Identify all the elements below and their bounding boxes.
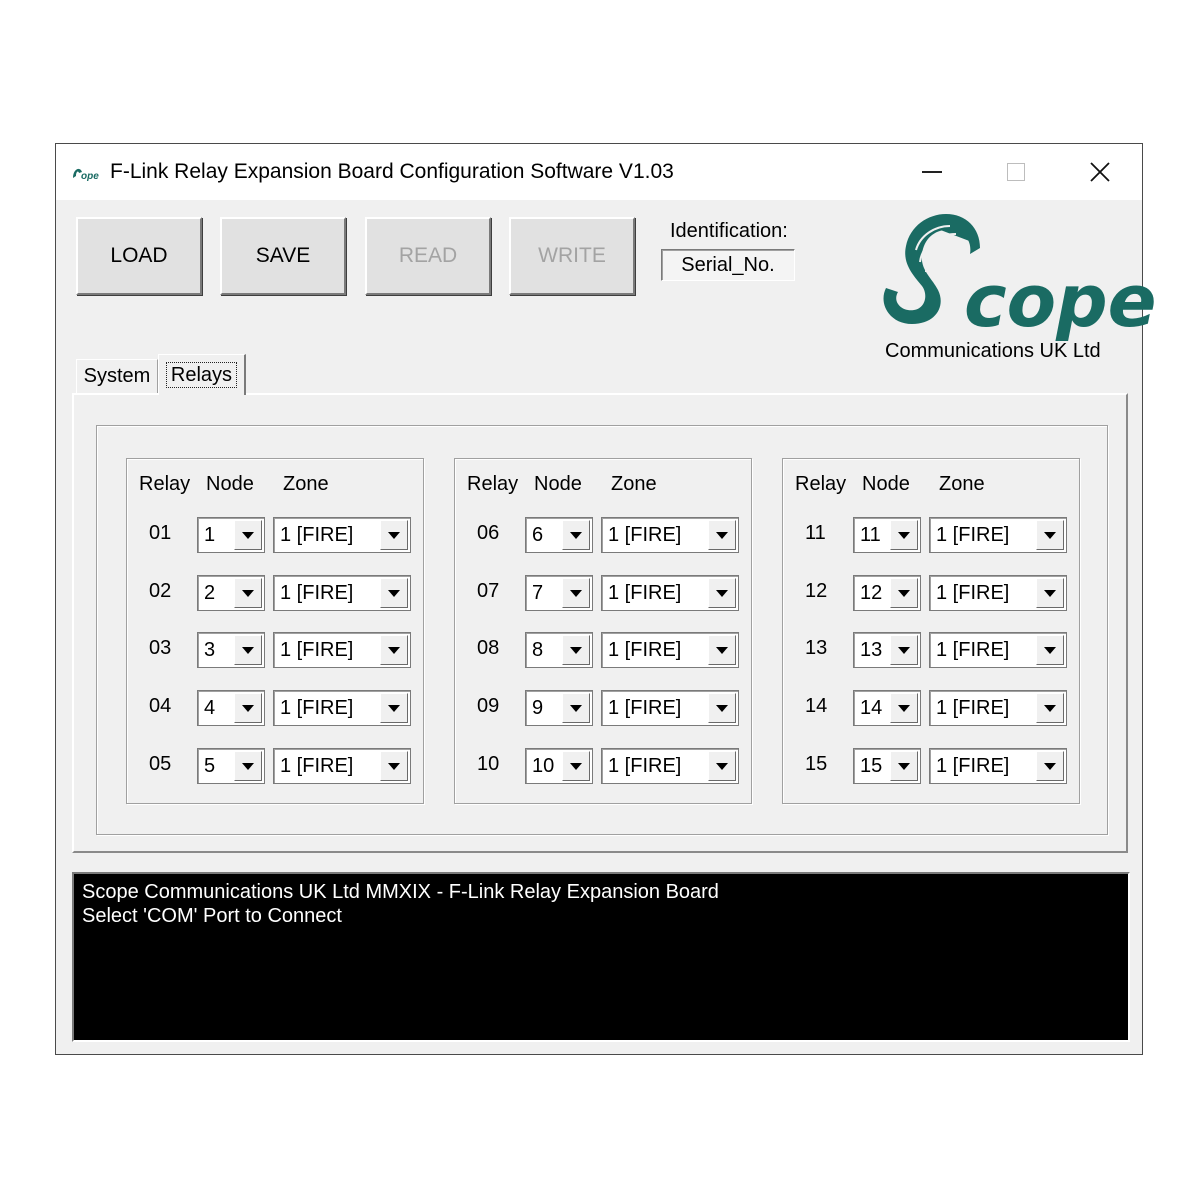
dropdown-arrow-button[interactable] xyxy=(890,693,918,723)
relay-row xyxy=(127,690,423,726)
zone-select[interactable] xyxy=(273,748,411,784)
zone-select-value: 1 [FIRE] xyxy=(280,697,354,719)
relay-number: 12 xyxy=(805,580,828,602)
app-window xyxy=(55,143,1157,1055)
node-select-value: 4 xyxy=(204,697,216,719)
relay-row xyxy=(783,690,1079,726)
relay-row xyxy=(455,632,751,668)
relays-tab-panel xyxy=(72,393,1128,853)
chevron-down-icon xyxy=(388,763,400,770)
dropdown-arrow-button[interactable] xyxy=(234,520,262,550)
zone-select[interactable] xyxy=(273,517,411,553)
tab-relays[interactable] xyxy=(158,354,246,395)
node-select[interactable] xyxy=(525,690,593,726)
dropdown-arrow-button[interactable] xyxy=(380,693,408,723)
dropdown-arrow-button[interactable] xyxy=(890,578,918,608)
chevron-down-icon xyxy=(388,705,400,712)
dropdown-arrow-button[interactable] xyxy=(708,578,736,608)
zone-select[interactable] xyxy=(273,575,411,611)
dropdown-arrow-button[interactable] xyxy=(1036,693,1064,723)
chevron-down-icon xyxy=(388,647,400,654)
chevron-down-icon xyxy=(716,705,728,712)
chevron-down-icon xyxy=(898,763,910,770)
tab-system[interactable]: System xyxy=(76,359,158,393)
relay-row xyxy=(783,748,1079,784)
zone-select-value: 1 [FIRE] xyxy=(936,582,1010,604)
chevron-down-icon xyxy=(898,647,910,654)
svg-text:ope: ope xyxy=(81,171,99,182)
node-select-value: 15 xyxy=(860,755,883,777)
node-select-value: 10 xyxy=(532,755,555,777)
console-line: Scope Communications UK Ltd MMXIX - F-Link Relay Expansion Board xyxy=(82,881,719,903)
maximize-icon xyxy=(1007,163,1025,181)
read-button: READ xyxy=(365,217,491,295)
relay-number: 01 xyxy=(149,522,172,544)
dropdown-arrow-button[interactable] xyxy=(1036,520,1064,550)
close-button[interactable] xyxy=(1058,144,1142,200)
zone-select-value: 1 [FIRE] xyxy=(936,524,1010,546)
zone-select-value: 1 [FIRE] xyxy=(608,755,682,777)
dropdown-arrow-button[interactable] xyxy=(380,751,408,781)
chevron-down-icon xyxy=(570,705,582,712)
relay-number: 09 xyxy=(477,695,500,717)
node-select[interactable] xyxy=(197,748,265,784)
relay-number: 10 xyxy=(477,753,500,775)
identification-field[interactable]: Serial_No. xyxy=(661,249,795,281)
relay-number: 02 xyxy=(149,580,172,602)
zone-select[interactable] xyxy=(601,575,739,611)
node-select-value: 12 xyxy=(860,582,883,604)
chevron-down-icon xyxy=(716,532,728,539)
column-header-node: Node xyxy=(206,473,254,495)
relay-number: 14 xyxy=(805,695,828,717)
relay-number: 15 xyxy=(805,753,828,775)
chevron-down-icon xyxy=(898,705,910,712)
dropdown-arrow-button[interactable] xyxy=(890,635,918,665)
zone-select[interactable] xyxy=(273,632,411,668)
chevron-down-icon xyxy=(716,647,728,654)
relay-number: 05 xyxy=(149,753,172,775)
relay-column xyxy=(126,458,424,804)
column-header-zone: Zone xyxy=(611,473,657,495)
zone-select-value: 1 [FIRE] xyxy=(608,524,682,546)
column-header-relay: Relay xyxy=(795,473,847,495)
relay-number: 04 xyxy=(149,695,172,717)
node-select[interactable] xyxy=(853,748,921,784)
column-header-zone: Zone xyxy=(939,473,985,495)
node-select-value: 9 xyxy=(532,697,544,719)
relay-number: 06 xyxy=(477,522,500,544)
node-select[interactable] xyxy=(853,517,921,553)
relay-row xyxy=(455,748,751,784)
relay-row xyxy=(455,575,751,611)
dropdown-arrow-button[interactable] xyxy=(1036,578,1064,608)
relay-number: 07 xyxy=(477,580,500,602)
zone-select-value: 1 [FIRE] xyxy=(280,524,354,546)
node-select-value: 7 xyxy=(532,582,544,604)
svg-text:cope: cope xyxy=(964,259,1157,343)
zone-select[interactable] xyxy=(929,632,1067,668)
chevron-down-icon xyxy=(388,590,400,597)
zone-select-value: 1 [FIRE] xyxy=(280,582,354,604)
chevron-down-icon xyxy=(242,532,254,539)
node-select[interactable] xyxy=(525,517,593,553)
zone-select[interactable] xyxy=(929,690,1067,726)
dropdown-arrow-button[interactable] xyxy=(234,751,262,781)
scope-logo-icon xyxy=(70,163,104,183)
scope-logo xyxy=(876,206,1157,343)
node-select[interactable] xyxy=(853,632,921,668)
relay-row xyxy=(455,690,751,726)
minimize-button[interactable] xyxy=(890,144,974,200)
relay-column xyxy=(454,458,752,804)
dropdown-arrow-button[interactable] xyxy=(380,635,408,665)
relay-row xyxy=(783,575,1079,611)
dropdown-arrow-button[interactable] xyxy=(562,578,590,608)
zone-select[interactable] xyxy=(929,517,1067,553)
chevron-down-icon xyxy=(242,590,254,597)
zone-select[interactable] xyxy=(929,748,1067,784)
dropdown-arrow-button[interactable] xyxy=(708,751,736,781)
dropdown-arrow-button[interactable] xyxy=(708,635,736,665)
chevron-down-icon xyxy=(898,532,910,539)
zone-select[interactable] xyxy=(601,748,739,784)
dropdown-arrow-button[interactable] xyxy=(562,693,590,723)
zone-select-value: 1 [FIRE] xyxy=(936,755,1010,777)
node-select[interactable] xyxy=(197,575,265,611)
dropdown-arrow-button[interactable] xyxy=(890,520,918,550)
node-select-value: 6 xyxy=(532,524,544,546)
relay-row xyxy=(455,517,751,553)
zone-select-value: 1 [FIRE] xyxy=(280,755,354,777)
dropdown-arrow-button[interactable] xyxy=(234,635,262,665)
dropdown-arrow-button[interactable] xyxy=(562,751,590,781)
dropdown-arrow-button[interactable] xyxy=(380,578,408,608)
console-line: Select 'COM' Port to Connect xyxy=(82,905,342,927)
node-select-value: 14 xyxy=(860,697,883,719)
dropdown-arrow-button[interactable] xyxy=(1036,751,1064,781)
node-select[interactable] xyxy=(197,517,265,553)
chevron-down-icon xyxy=(1044,763,1056,770)
dropdown-arrow-button[interactable] xyxy=(708,520,736,550)
minimize-icon xyxy=(922,171,942,173)
zone-select-value: 1 [FIRE] xyxy=(608,697,682,719)
save-button[interactable]: SAVE xyxy=(220,217,346,295)
zone-select-value: 1 [FIRE] xyxy=(280,639,354,661)
maximize-button xyxy=(974,144,1058,200)
node-select[interactable] xyxy=(853,690,921,726)
zone-select[interactable] xyxy=(601,632,739,668)
window-title: F-Link Relay Expansion Board Configuration Software V1.03 xyxy=(110,160,674,183)
zone-select-value: 1 [FIRE] xyxy=(608,639,682,661)
column-header-node: Node xyxy=(534,473,582,495)
node-select[interactable] xyxy=(525,632,593,668)
dropdown-arrow-button[interactable] xyxy=(562,520,590,550)
node-select-value: 1 xyxy=(204,524,216,546)
node-select-value: 8 xyxy=(532,639,544,661)
write-button: WRITE xyxy=(509,217,635,295)
chevron-down-icon xyxy=(242,763,254,770)
chevron-down-icon xyxy=(570,532,582,539)
node-select-value: 3 xyxy=(204,639,216,661)
relay-number: 08 xyxy=(477,637,500,659)
title-bar[interactable] xyxy=(56,144,1142,200)
load-button[interactable]: LOAD xyxy=(76,217,202,295)
chevron-down-icon xyxy=(570,647,582,654)
zone-select[interactable] xyxy=(273,690,411,726)
column-header-node: Node xyxy=(862,473,910,495)
relay-row xyxy=(127,632,423,668)
node-select[interactable] xyxy=(853,575,921,611)
relay-number: 11 xyxy=(805,522,826,544)
relays-group xyxy=(96,425,1108,835)
zone-select[interactable] xyxy=(601,690,739,726)
relay-number: 03 xyxy=(149,637,172,659)
dropdown-arrow-button[interactable] xyxy=(1036,635,1064,665)
zone-select-value: 1 [FIRE] xyxy=(608,582,682,604)
relay-row xyxy=(783,632,1079,668)
column-header-relay: Relay xyxy=(139,473,191,495)
zone-select[interactable] xyxy=(929,575,1067,611)
column-header-relay: Relay xyxy=(467,473,519,495)
node-select-value: 5 xyxy=(204,755,216,777)
node-select[interactable] xyxy=(525,575,593,611)
zone-select[interactable] xyxy=(601,517,739,553)
chevron-down-icon xyxy=(388,532,400,539)
logo-subtitle: Communications UK Ltd xyxy=(885,340,1101,362)
node-select-value: 11 xyxy=(860,524,881,546)
zone-select-value: 1 [FIRE] xyxy=(936,639,1010,661)
node-select[interactable] xyxy=(525,748,593,784)
chevron-down-icon xyxy=(242,705,254,712)
chevron-down-icon xyxy=(1044,532,1056,539)
chevron-down-icon xyxy=(570,763,582,770)
close-icon xyxy=(1090,162,1110,182)
dropdown-arrow-button[interactable] xyxy=(234,693,262,723)
status-console xyxy=(72,872,1130,1042)
node-select-value: 2 xyxy=(204,582,216,604)
dropdown-arrow-button[interactable] xyxy=(708,693,736,723)
chevron-down-icon xyxy=(570,590,582,597)
chevron-down-icon xyxy=(242,647,254,654)
chevron-down-icon xyxy=(716,590,728,597)
chevron-down-icon xyxy=(1044,590,1056,597)
relay-row xyxy=(127,575,423,611)
chevron-down-icon xyxy=(898,590,910,597)
dropdown-arrow-button[interactable] xyxy=(562,635,590,665)
dropdown-arrow-button[interactable] xyxy=(890,751,918,781)
column-header-zone: Zone xyxy=(283,473,329,495)
chevron-down-icon xyxy=(716,763,728,770)
node-select[interactable] xyxy=(197,690,265,726)
relay-column xyxy=(782,458,1080,804)
relay-number: 13 xyxy=(805,637,828,659)
dropdown-arrow-button[interactable] xyxy=(234,578,262,608)
node-select[interactable] xyxy=(197,632,265,668)
node-select-value: 13 xyxy=(860,639,883,661)
relay-row xyxy=(783,517,1079,553)
chevron-down-icon xyxy=(1044,647,1056,654)
chevron-down-icon xyxy=(1044,705,1056,712)
relay-row xyxy=(127,517,423,553)
dropdown-arrow-button[interactable] xyxy=(380,520,408,550)
tab-relays-label: Relays xyxy=(166,362,237,388)
relay-row xyxy=(127,748,423,784)
zone-select-value: 1 [FIRE] xyxy=(936,697,1010,719)
identification-label: Identification: xyxy=(670,220,788,242)
